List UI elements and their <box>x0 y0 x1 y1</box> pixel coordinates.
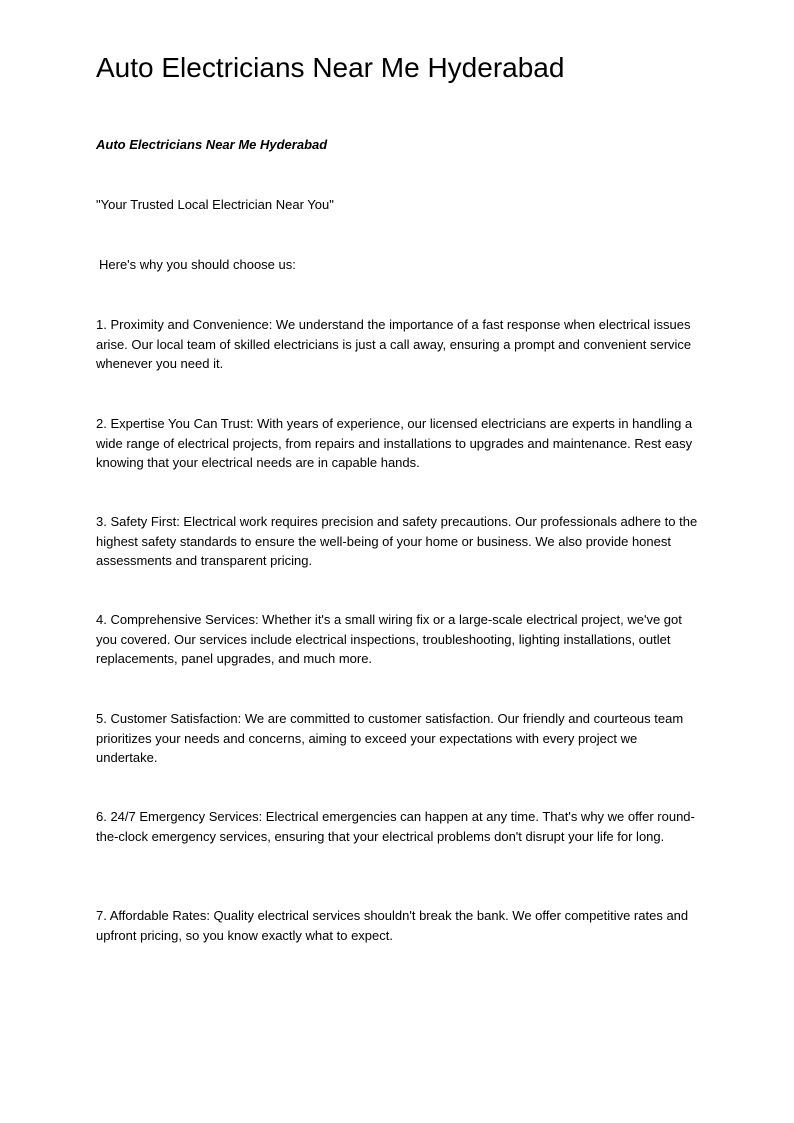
point-services: 4. Comprehensive Services: Whether it's a small wiring fix or a large-scale electrical project, we've got you covered. Our services include electrical inspections, troubleshooting, lighting installations, outlet replacements, panel upgrades, and much more. <box>96 612 682 667</box>
page-title: Auto Electricians Near Me Hyderabad <box>96 52 565 83</box>
point-expertise: 2. Expertise You Can Trust: With years of experience, our licensed electricians are experts in handling a wide range of electrical projects, from repairs and installations to upgrades and maintenance. Rest easy knowing that your electrical needs are in capable hands. <box>96 416 693 471</box>
point-rates: 7. Affordable Rates: Quality electrical services shouldn't break the bank. We offer competitive rates and upfront pricing, so you know exactly what to expect. <box>96 908 689 943</box>
document-subtitle: Auto Electricians Near Me Hyderabad <box>96 137 328 152</box>
point-emergency: 6. 24/7 Emergency Services: Electrical emergencies can happen at any time. That's why we offer round-the-clock emergency services, ensuring that your electrical problems don't disrupt your life for long. <box>96 809 695 844</box>
tagline: "Your Trusted Local Electrician Near You" <box>96 197 334 212</box>
point-proximity: 1. Proximity and Convenience: We understand the importance of a fast response when electrical issues arise. Our local team of skilled electricians is just a call away, ensuring a prompt and convenient service whenever you need it. <box>96 317 692 372</box>
intro-text: Here's why you should choose us: <box>99 257 296 272</box>
point-safety: 3. Safety First: Electrical work requires precision and safety precautions. Our professionals adhere to the highest safety standards to ensure the well-being of your home or business. We also provide honest assessments and transparent pricing. <box>96 514 698 569</box>
point-satisfaction: 5. Customer Satisfaction: We are committed to customer satisfaction. Our friendly and courteous team prioritizes your needs and concerns, aiming to exceed your expectations with every project we undertake. <box>96 711 684 766</box>
